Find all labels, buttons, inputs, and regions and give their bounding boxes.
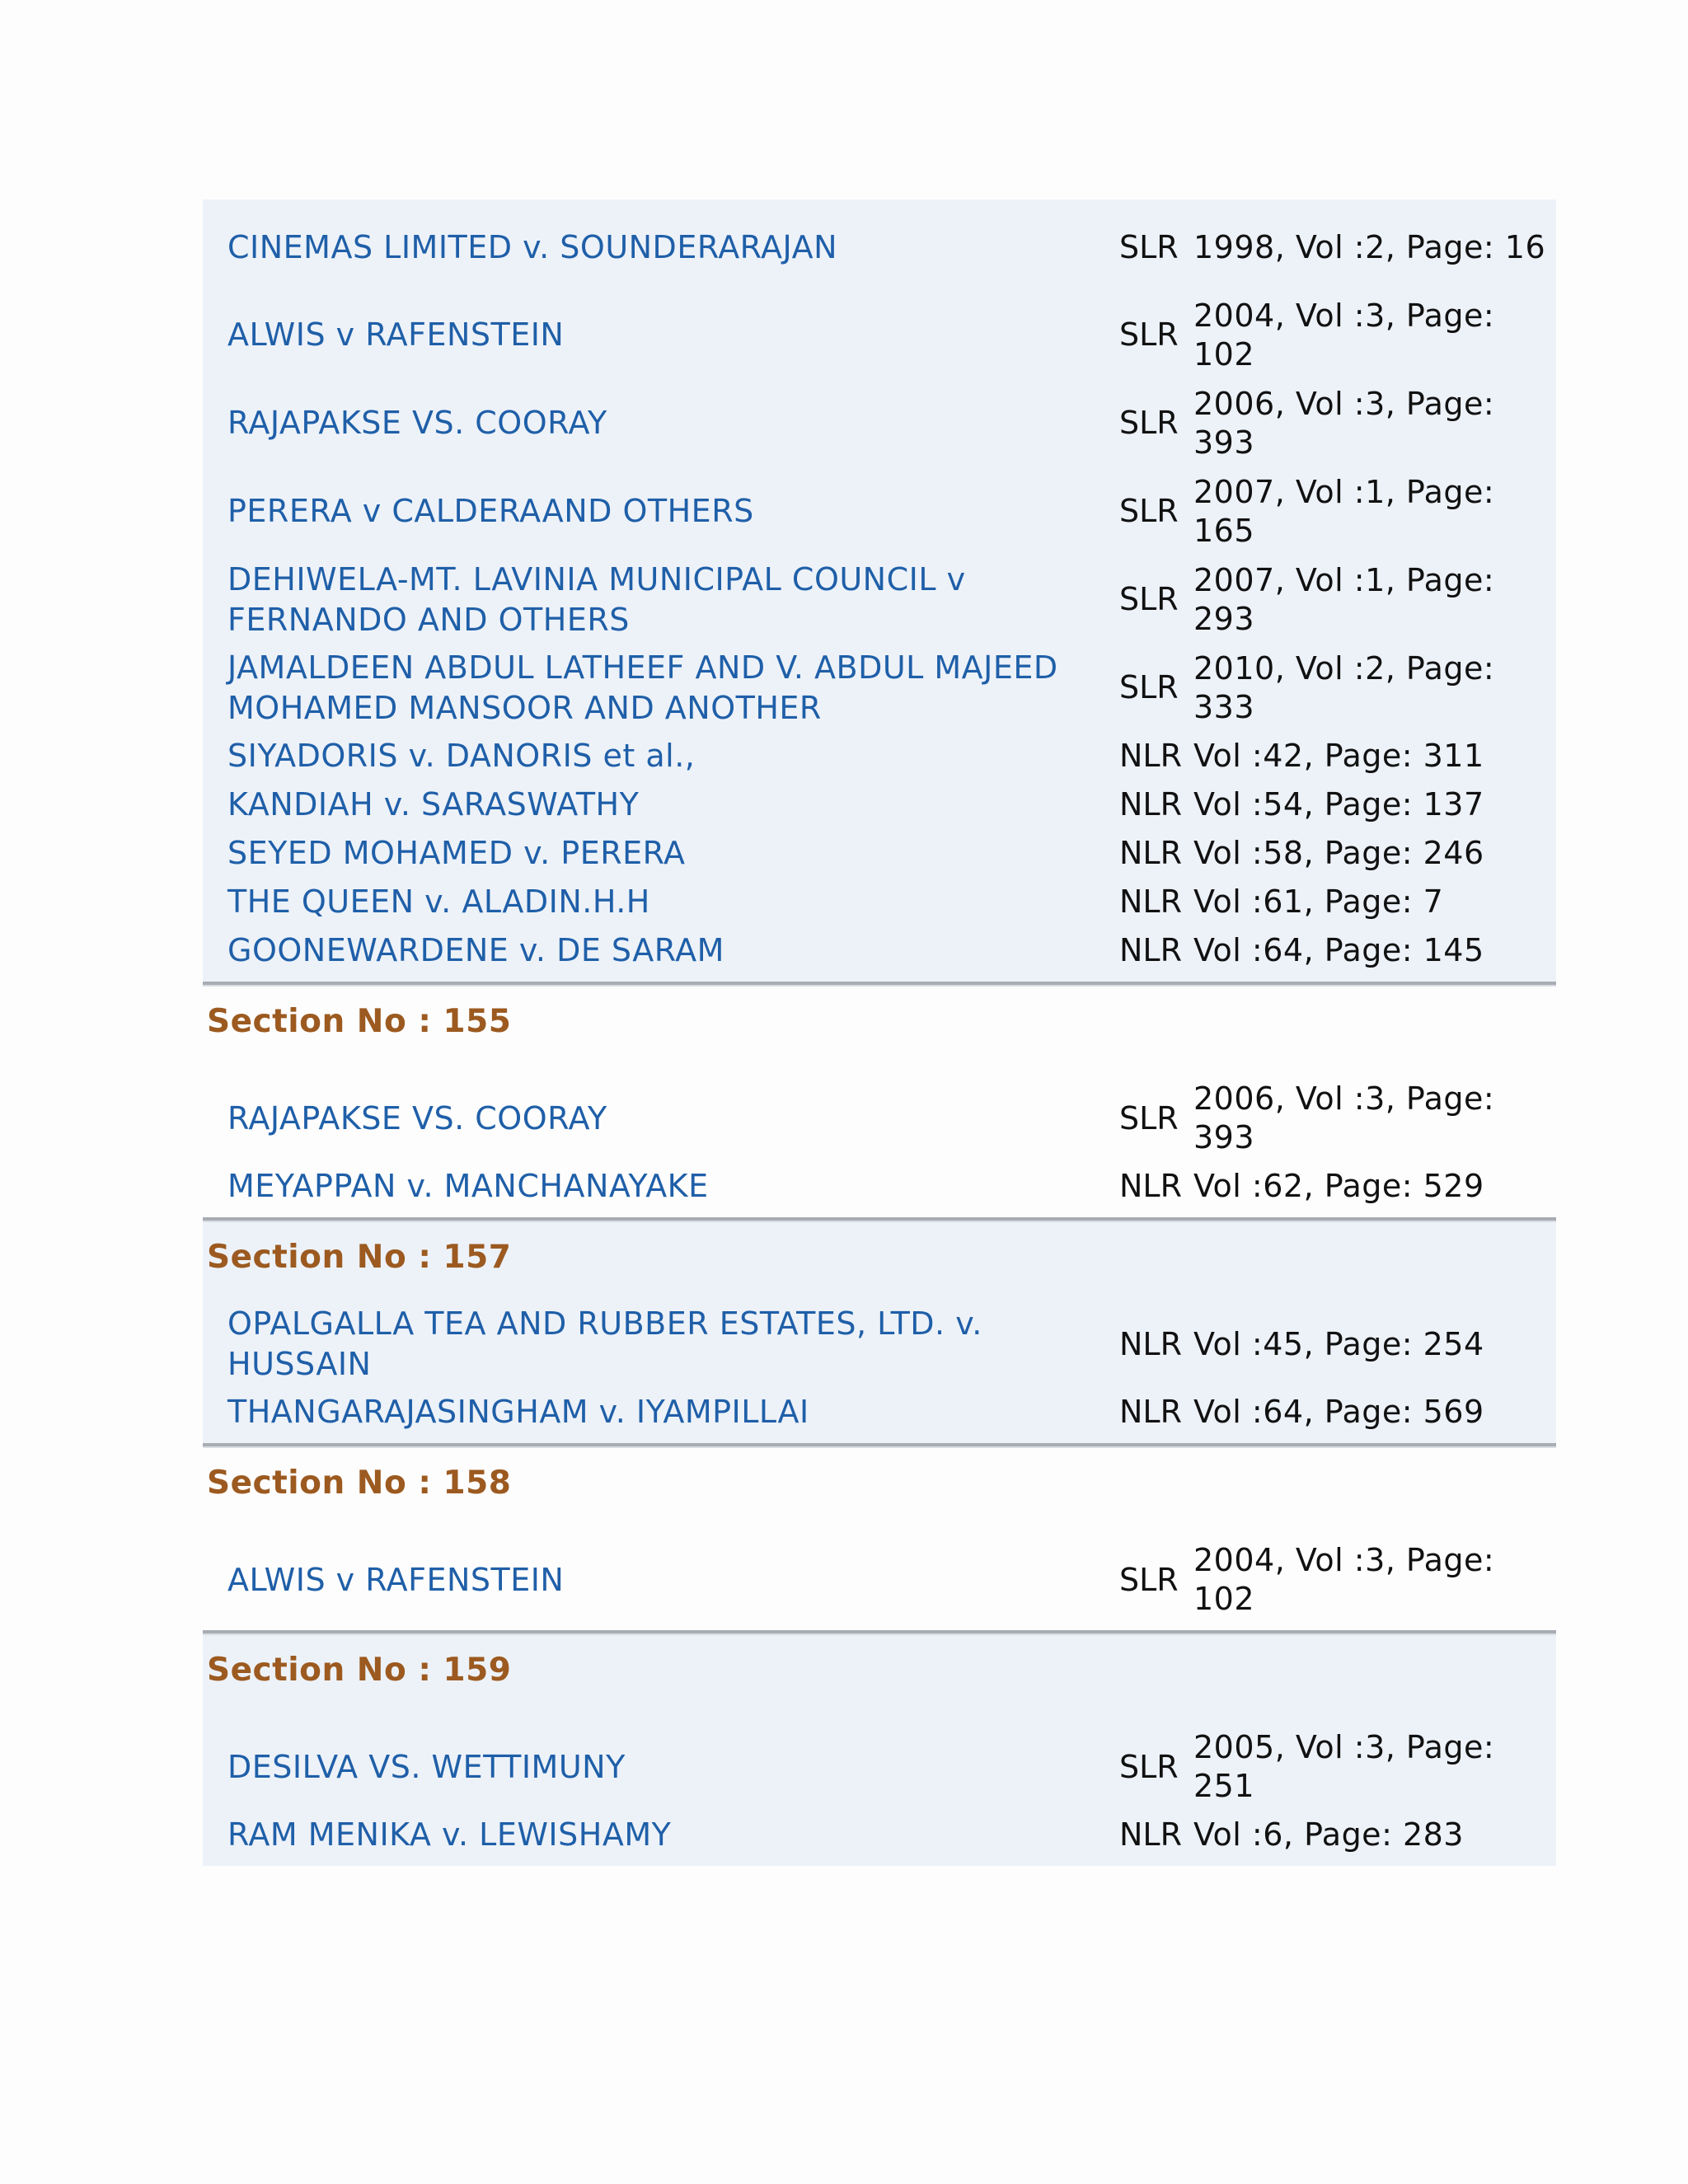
citation: 1998, Vol :2, Page: 16 — [1193, 228, 1546, 265]
case-row — [203, 644, 1556, 732]
report-source: SLR — [1119, 228, 1179, 265]
case-row — [203, 878, 1556, 926]
report-source: NLR — [1119, 1816, 1182, 1853]
case-row — [203, 780, 1556, 829]
case-row — [203, 467, 1556, 555]
section-block — [203, 1222, 1556, 1443]
report-source: NLR — [1119, 835, 1182, 871]
citation: 2006, Vol :3, Page: 393 — [1193, 385, 1495, 461]
case-link[interactable]: ALWIS v RAFENSTEIN — [227, 1561, 565, 1598]
report-source: NLR — [1119, 786, 1182, 823]
case-link[interactable]: THE QUEEN v. ALADIN.H.H — [227, 883, 650, 920]
case-link[interactable]: THANGARAJASINGHAM v. IYAMPILLAI — [227, 1394, 809, 1430]
section-heading: Section No : 157 — [207, 1239, 512, 1276]
case-row — [203, 1811, 1556, 1859]
report-source: NLR — [1119, 1168, 1182, 1204]
case-link[interactable]: CINEMAS LIMITED v. SOUNDERARAJAN — [227, 228, 838, 265]
citation: 2010, Vol :2, Page: 333 — [1193, 649, 1495, 725]
citation: Vol :54, Page: 137 — [1193, 786, 1484, 823]
citation: Vol :64, Page: 569 — [1193, 1394, 1484, 1430]
case-row — [203, 829, 1556, 878]
case-row — [203, 732, 1556, 780]
case-link[interactable]: RAJAPAKSE VS. COORAY — [227, 405, 607, 441]
citation: Vol :62, Page: 529 — [1193, 1168, 1484, 1204]
case-row — [203, 291, 1556, 379]
report-source: NLR — [1119, 1325, 1182, 1362]
case-link[interactable]: DEHIWELA-MT. LAVINIA MUNICIPAL COUNCIL v FERNANDO AND OTHERS — [227, 560, 966, 638]
case-block — [203, 199, 1556, 982]
section-heading: Section No : 158 — [207, 1465, 512, 1502]
case-row — [203, 1075, 1556, 1162]
citation: Vol :61, Page: 7 — [1193, 883, 1444, 920]
report-source: SLR — [1119, 493, 1179, 529]
report-source: NLR — [1119, 738, 1182, 774]
case-link[interactable]: RAM MENIKA v. LEWISHAMY — [227, 1816, 672, 1853]
case-row — [203, 1162, 1556, 1211]
section-block — [203, 1635, 1556, 1866]
citation: Vol :45, Page: 254 — [1193, 1325, 1484, 1362]
citation: 2007, Vol :1, Page: 293 — [1193, 561, 1495, 637]
section-heading: Section No : 155 — [207, 1003, 512, 1040]
citation: 2004, Vol :3, Page: 102 — [1193, 297, 1495, 373]
report-source: SLR — [1119, 1748, 1179, 1785]
report-source: SLR — [1119, 316, 1179, 353]
citation: Vol :42, Page: 311 — [1193, 738, 1484, 774]
report-source: NLR — [1119, 883, 1182, 920]
citation: Vol :58, Page: 246 — [1193, 835, 1484, 871]
case-link[interactable]: SIYADORIS v. DANORIS et al., — [227, 738, 696, 774]
case-link[interactable]: ALWIS v RAFENSTEIN — [227, 316, 565, 353]
report-source: SLR — [1119, 1561, 1179, 1598]
citation: 2007, Vol :1, Page: 165 — [1193, 473, 1495, 549]
case-link[interactable]: RAJAPAKSE VS. COORAY — [227, 1099, 607, 1137]
citation: 2006, Vol :3, Page: 393 — [1193, 1080, 1495, 1155]
case-row — [203, 379, 1556, 467]
case-link[interactable]: SEYED MOHAMED v. PERERA — [227, 835, 686, 871]
citation: Vol :64, Page: 145 — [1193, 932, 1484, 968]
section-block — [203, 987, 1556, 1217]
report-source: SLR — [1119, 1099, 1179, 1137]
case-row — [203, 1301, 1556, 1388]
case-link[interactable]: GOONEWARDENE v. DE SARAM — [227, 932, 724, 968]
report-source: NLR — [1119, 1394, 1182, 1430]
case-link[interactable]: KANDIAH v. SARASWATHY — [227, 786, 640, 823]
section-block — [203, 1448, 1556, 1630]
case-row — [203, 555, 1556, 644]
case-link[interactable]: MEYAPPAN v. MANCHANAYAKE — [227, 1168, 709, 1204]
case-link[interactable]: OPALGALLA TEA AND RUBBER ESTATES, LTD. v. HUSSAIN — [227, 1305, 982, 1382]
case-link[interactable]: DESILVA VS. WETTIMUNY — [227, 1748, 626, 1785]
citation: Vol :6, Page: 283 — [1193, 1816, 1464, 1853]
case-list — [203, 199, 1556, 1866]
citation: 2005, Vol :3, Page: 251 — [1193, 1729, 1495, 1804]
report-source: SLR — [1119, 669, 1179, 705]
case-row — [203, 1723, 1556, 1811]
case-row — [203, 1536, 1556, 1624]
case-row — [203, 926, 1556, 975]
report-source: NLR — [1119, 932, 1182, 968]
case-row — [203, 1388, 1556, 1436]
case-link[interactable]: PERERA v CALDERAAND OTHERS — [227, 493, 754, 529]
section-heading: Section No : 159 — [207, 1652, 512, 1689]
case-row — [203, 204, 1556, 291]
report-source: SLR — [1119, 405, 1179, 441]
citation: 2004, Vol :3, Page: 102 — [1193, 1542, 1495, 1617]
case-link[interactable]: JAMALDEEN ABDUL LATHEEF AND V. ABDUL MAJEED MOHAMED MANSOOR AND ANOTHER — [227, 649, 1058, 726]
report-source: SLR — [1119, 581, 1179, 617]
